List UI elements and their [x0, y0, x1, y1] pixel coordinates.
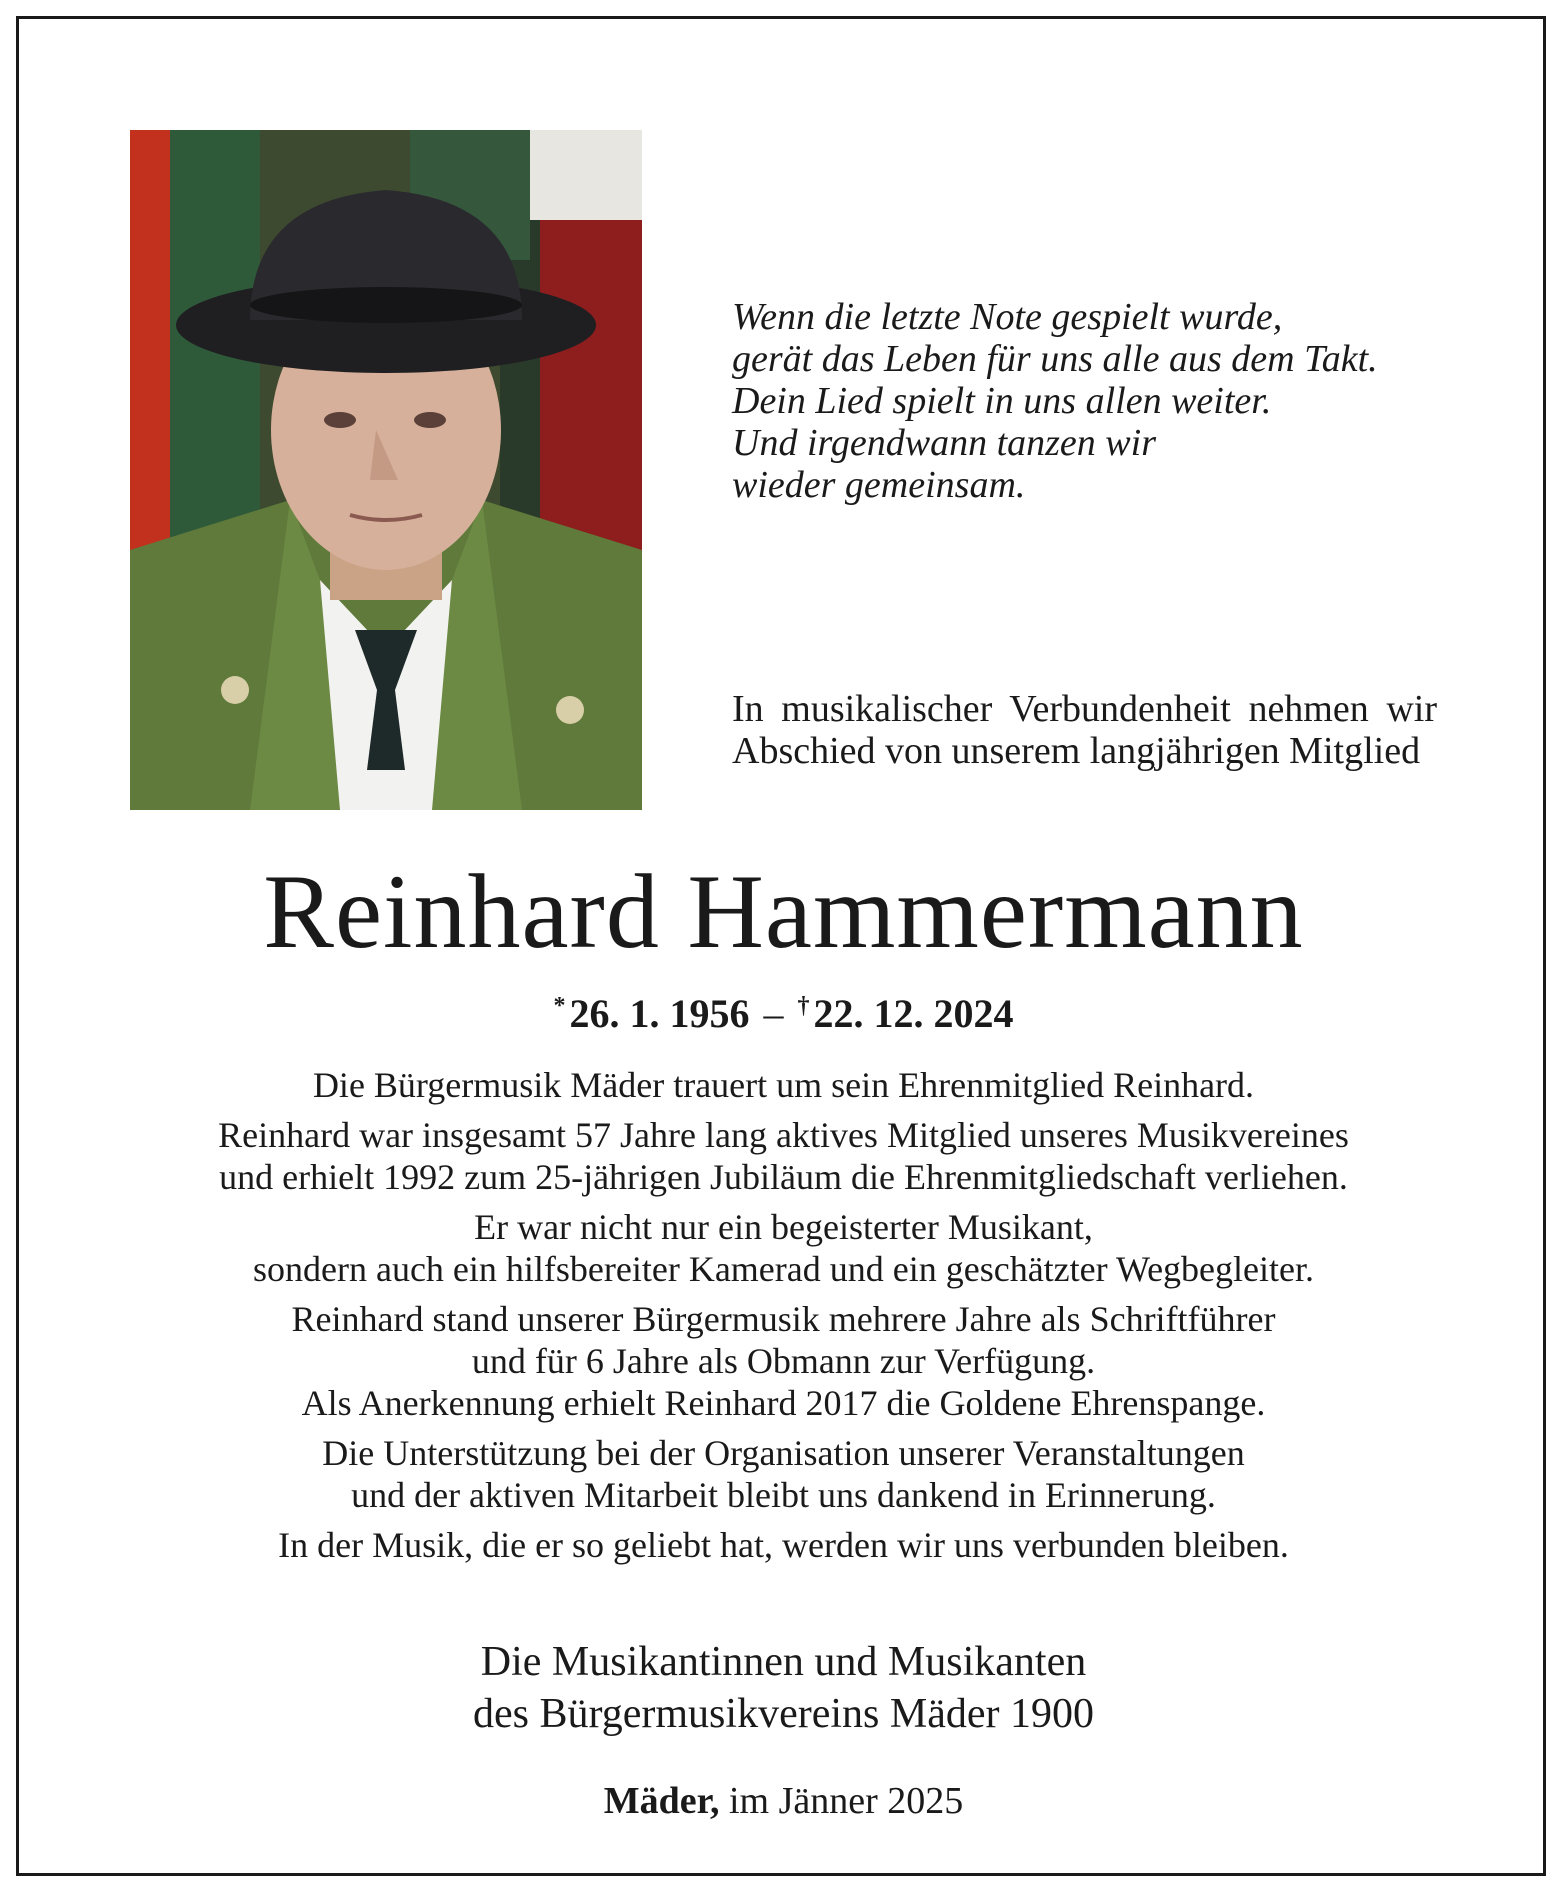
- poem-line: Dein Lied spielt in uns allen weiter.: [732, 380, 1272, 422]
- place-town: Mäder,: [603, 1780, 720, 1822]
- birth-date: 26. 1. 1956: [569, 991, 750, 1036]
- signature-line: des Bürgermusikvereins Mäder 1900: [473, 1691, 1094, 1737]
- poem-line: wieder gemeinsam.: [732, 464, 1026, 506]
- body-line: und für 6 Jahre als Obmann zur Verfügung.: [471, 1341, 1096, 1381]
- body-line: Reinhard stand unserer Bürgermusik mehrere Jahre als Schriftführer: [291, 1299, 1276, 1339]
- death-date: 22. 12. 2024: [813, 991, 1014, 1036]
- death-symbol: †: [797, 993, 810, 1019]
- poem: [732, 296, 1492, 506]
- signature: [0, 1636, 1567, 1740]
- body-paragraph: [60, 1524, 1507, 1566]
- body-paragraph: [60, 1298, 1507, 1424]
- date-separator: –: [763, 991, 784, 1036]
- poem-line: Wenn die letzte Note gespielt wurde,: [732, 296, 1283, 338]
- body-line: Er war nicht nur ein begeisterter Musikant,: [474, 1207, 1093, 1247]
- body-line: Die Bürgermusik Mäder trauert um sein Ehrenmitglied Reinhard.: [312, 1065, 1255, 1105]
- place-date-text: im Jänner 2025: [728, 1780, 964, 1822]
- birth-symbol: *: [553, 993, 566, 1019]
- body-paragraph: [60, 1114, 1507, 1198]
- portrait-photo: [130, 130, 642, 810]
- body-line: Reinhard war insgesamt 57 Jahre lang aktives Mitglied unseres Musikvereines: [218, 1115, 1349, 1155]
- body-paragraph: [60, 1064, 1507, 1106]
- body-line: Die Unterstützung bei der Organisation unserer Veranstaltungen: [322, 1433, 1245, 1473]
- intro-text: In musikalischer Verbundenheit nehmen wir Abschied von unserem langjährigen Mitglied: [732, 688, 1437, 772]
- obituary-body: [60, 1064, 1507, 1574]
- body-line: und der aktiven Mitarbeit bleibt uns dankend in Erinnerung.: [351, 1475, 1216, 1515]
- signature-line: Die Musikantinnen und Musikanten: [480, 1639, 1087, 1685]
- poem-line: gerät das Leben für uns alle aus dem Takt.: [732, 338, 1378, 380]
- place-date: [0, 1778, 1567, 1824]
- body-paragraph: [60, 1206, 1507, 1290]
- body-paragraph: [60, 1432, 1507, 1516]
- deceased-name: Reinhard Hammermann: [263, 853, 1304, 970]
- life-dates: [0, 982, 1567, 1038]
- body-line: In der Musik, die er so geliebt hat, werden wir uns verbunden bleiben.: [278, 1525, 1289, 1565]
- body-line: Als Anerkennung erhielt Reinhard 2017 die Goldene Ehrenspange.: [301, 1383, 1266, 1423]
- poem-line: Und irgendwann tanzen wir: [732, 422, 1156, 464]
- body-line: sondern auch ein hilfsbereiter Kamerad und ein geschätzter Wegbegleiter.: [253, 1249, 1314, 1289]
- body-line: und erhielt 1992 zum 25-jährigen Jubiläum die Ehrenmitgliedschaft verliehen.: [219, 1157, 1348, 1197]
